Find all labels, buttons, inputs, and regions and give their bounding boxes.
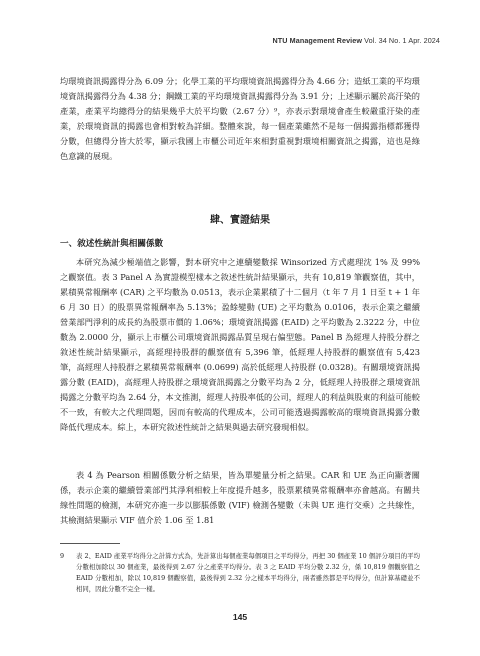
footnote-divider	[60, 543, 120, 544]
footnote	[60, 551, 420, 595]
body-paragraph-3: 表 4 為 Pearson 相關係數分析之結果，皆為單變量分析之結果。CAR 和 UE 為正向顯著關係，表示企業的繼續營業部門其淨利相較上年度提升越多，股票累積異常報酬率亦會越高。有關共線性問題的檢測，本研究亦進一步以膨脹係數 (VIF) 檢測各變數（未與 UE 進行交乘）之共線性，其檢測結果顯示 VIF 值介於 1.06 至 1.81	[60, 470, 420, 525]
section-title: 肆、實證結果	[210, 215, 270, 226]
page-number: 145	[232, 612, 248, 622]
footnote-text: 表 2、EAID 產業平均得分之計算方式為，先計算出每個產業每個項目之平均得分，再把 30 個產業 10 個評分項目的平均分數相加除以 30 個產業，最後得到 2.67 分之產業平均得分。表 3 之 EAID 平均分數 2.32 分，係 10,819 個觀察值之 EAID 分數相加，除以 10,819 個觀察值，最後得到 2.32 分之樣本平均得分，兩者雖然都是平均得分，但計算基礎並不相同，因此分數不完全一樣。	[76, 552, 420, 593]
body-paragraph-2: 本研究為減少極端值之影響，對本研究中之連續變數採 Winsorized 方式處理沈 1% 及 99% 之觀察值。表 3 Panel A 為實證模型樣本之敘述性統計結果顯示，共有 10,819 筆觀察值，其中，累積異常報酬率 (CAR) 之平均數為 0.0513，表示企業累積了十二個月（t 年 7 月 1 日至 t + 1 年 6 月 30 日）的股票異常報酬率為 5.13%；盈餘變動 (UE) 之平均數為 0.0106，表示企業之繼續營業部門淨利的成長約為股票市價的 1.06%；環境資訊揭露 (EAID) 之平均數為 2.3222 分，中位數為 2.0000 分，顯示上市櫃公司環境資訊揭露品質呈現右偏型態。Panel B 為經理人持股分群之敘述性統計結果顯示，高經理持股群的觀察值有 5,396 筆，低經理人持股群的觀察值有 5,423 筆，高經理人持股群之累積異常報酬率 (0.0699) 高於低經理人持股群 (0.0328)。有關環境資訊揭露分數 (EAID)，高經理人持股群之環境資訊揭露之分數平均為 2 分，低經理人持股群之環境資訊揭露之分數平均為 2.64 分，本文推測，經理人持股率低的公司，經理人的利益與股東的利益可能較不一致，有較大之代理問題，因而有較高的代理成本，公司可能透過揭露較高的環境資訊揭露分數降低代理成本。綜上，本研究敘述性統計之結果與過去研究發現相似。	[60, 257, 420, 432]
journal-issue: Vol. 34 No. 1 Apr. 2024	[362, 36, 440, 45]
footnote-number: 9	[60, 552, 65, 560]
running-header	[272, 36, 440, 45]
subsection-title: 一、敘述性統計與相關係數	[60, 239, 164, 249]
journal-name: NTU Management Review	[272, 36, 363, 45]
body-paragraph-1: 均環境資訊揭露得分為 6.09 分；化學工業的平均環境資訊揭露得分為 4.66 分；造紙工業的平均環境資訊揭露得分為 4.38 分；鋼鐵工業的平均環境資訊揭露得分為 3.91 分；上述顯示屬於高汙染的產業，產業平均總得分的結果幾乎大於平均數（2.67 分）⁹，亦表示對環境會產生較嚴重汙染的產業，於環境資訊的揭露也會相對較為詳細。整體來說，每一個產業雖然不是每一個揭露指標都獲得分數，但總得分皆大於零，顯示我國上市櫃公司近年來相對重視對環境相關資訊之揭露，這也是綠色意識的展現。	[60, 76, 420, 161]
